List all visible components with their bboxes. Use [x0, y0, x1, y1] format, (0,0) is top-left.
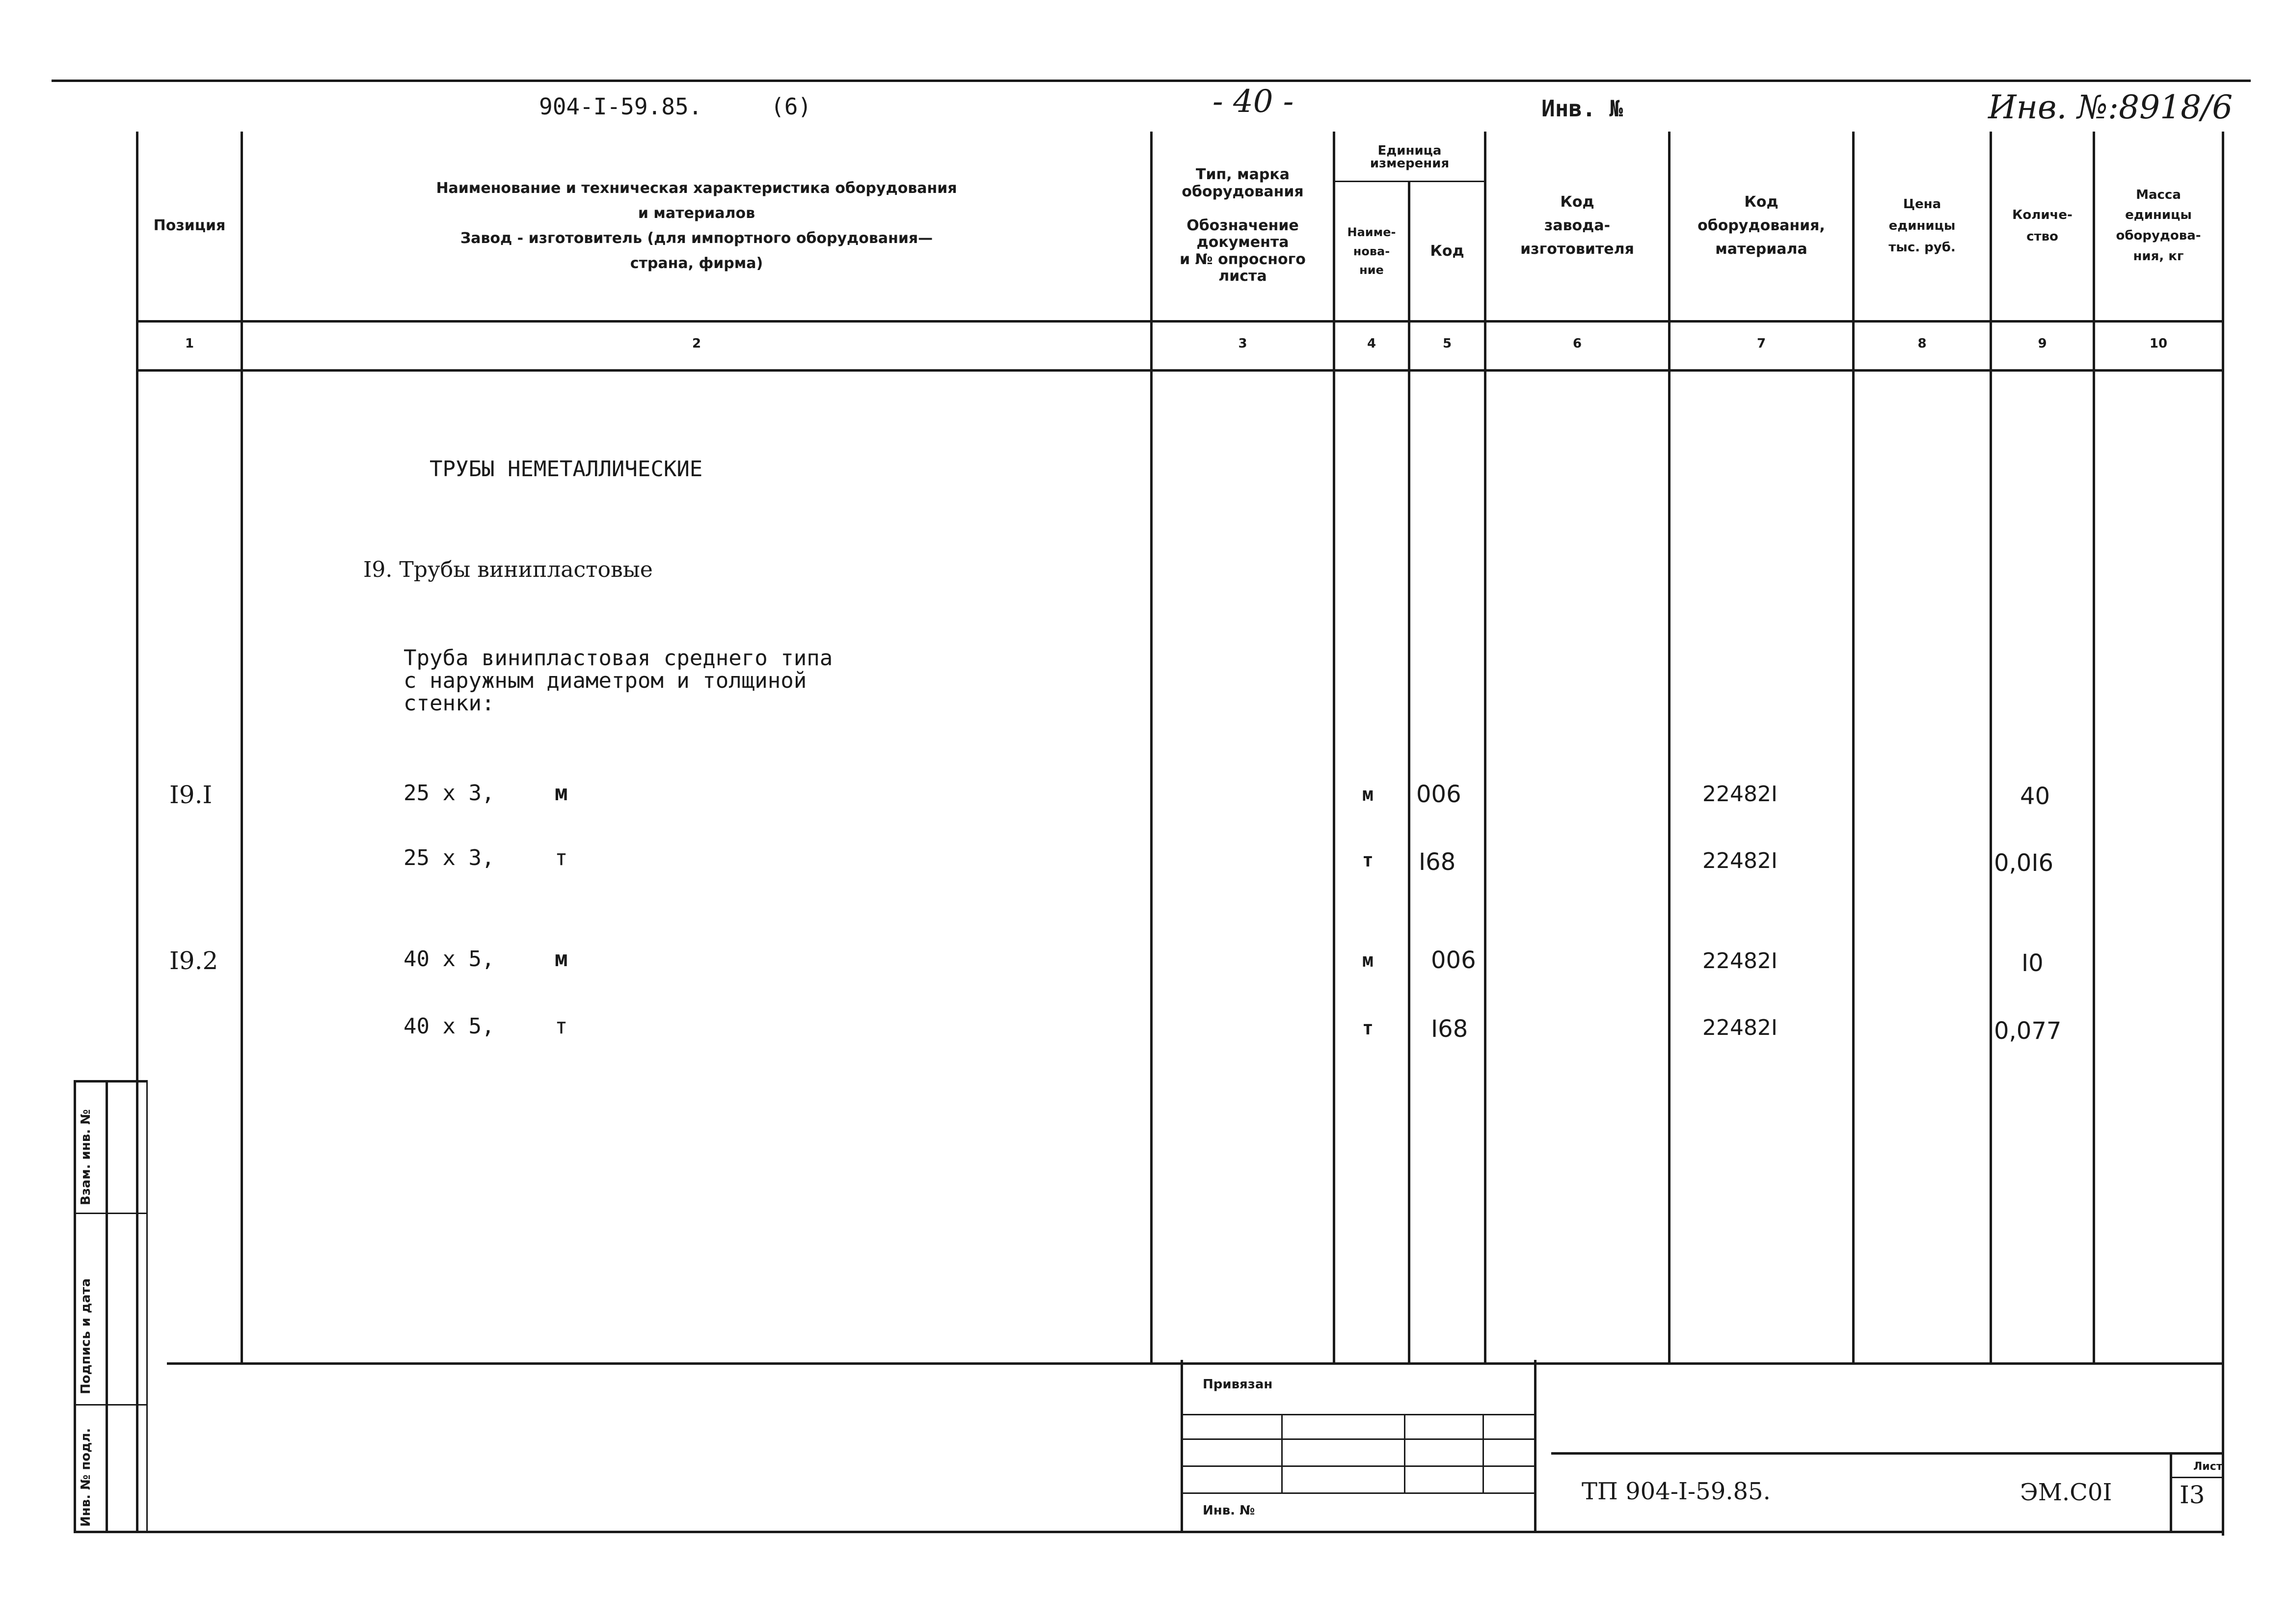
header-material-code: Код оборудования, материала: [1697, 193, 1825, 258]
row-4-name: 40 х 5,: [404, 1014, 495, 1039]
side-stamp-edge: [146, 1080, 148, 1532]
colnum-5: 5: [1442, 336, 1452, 351]
side-replace-inv: Взам. инв. №: [79, 1109, 93, 1205]
header-plant-code: Код завода- изготовителя: [1520, 193, 1634, 258]
row-3-unit-suffix: м: [555, 947, 568, 972]
side-stamp-left: [74, 1080, 76, 1532]
side-stamp-right: [106, 1080, 108, 1532]
header-mass: Масса единицы оборудова- ния, кг: [2116, 187, 2201, 264]
row-3-name: 40 х 5,: [404, 947, 495, 972]
colnum-9: 9: [2038, 336, 2047, 351]
stamp-row-1: [1183, 1414, 1534, 1415]
colnum-10: 10: [2149, 336, 2168, 351]
doc-part: (6): [771, 93, 812, 120]
doc-mark: ЭМ.С0I: [2020, 1479, 2112, 1506]
stamp-row-2: [1183, 1438, 1534, 1440]
row-1-code: 006: [1416, 781, 1461, 808]
header-bottom: [136, 320, 2224, 323]
header-type: Тип, марка оборудования Обозначение документа и № опросного листа: [1180, 166, 1306, 285]
row-4-material-code: 22482I: [1702, 1015, 1778, 1040]
header-name: Наименование и техническая характеристика оборудования и материалов Завод - изготовитель (для импортного оборудования— страна, фирма): [436, 180, 957, 272]
row-2-code: I68: [1419, 848, 1456, 876]
row-2-name: 25 х 3,: [404, 845, 495, 870]
side-stamp-div-2: [74, 1404, 147, 1406]
colnum-6: 6: [1572, 336, 1582, 351]
header-unit-name: Наиме- нова- ние: [1347, 225, 1396, 277]
row-3-qty: I0: [2021, 949, 2044, 977]
subsection-title: I9. Трубы винипластовые: [363, 557, 653, 582]
stamp-row-4: [1183, 1492, 1534, 1494]
inv-handwritten: Инв. №:8918/6: [1988, 88, 2233, 126]
row-2-material-code: 22482I: [1702, 848, 1778, 873]
inv-label: Инв. №: [1541, 95, 1623, 122]
doc-reference: ТП 904-I-59.85.: [1582, 1478, 1771, 1505]
side-inv-orig: Инв. № подл.: [79, 1428, 93, 1527]
colnum-1: 1: [185, 336, 194, 351]
row-1-position: I9.I: [169, 781, 213, 809]
title-block-top: [1551, 1452, 2224, 1455]
colnum-3: 3: [1238, 336, 1247, 351]
row-4-unit-suffix: т: [555, 1014, 568, 1039]
section-title: ТРУБЫ НЕМЕТАЛЛИЧЕСКИЕ: [430, 457, 703, 482]
side-sign-date: Подпись и дата: [79, 1278, 93, 1394]
stamp-row-3: [1183, 1465, 1534, 1467]
side-stamp-div-1: [74, 1213, 147, 1214]
sheet-cell-left: [2170, 1452, 2172, 1531]
privyazan-label: Привязан: [1203, 1377, 1273, 1392]
header-unit-group: Единица измерения: [1370, 143, 1450, 171]
frame-right: [2222, 132, 2224, 1536]
row-1-qty: 40: [2020, 783, 2050, 810]
stamp-col-1: [1281, 1414, 1283, 1492]
side-stamp-top: [74, 1080, 147, 1083]
row-2-unit: т: [1362, 849, 1374, 871]
sheet-label: Лист: [2193, 1461, 2223, 1473]
header-quantity: Количе- ство: [2012, 207, 2073, 244]
row-4-code: I68: [1431, 1015, 1468, 1043]
row-3-position: I9.2: [169, 947, 218, 975]
colnum-4: 4: [1367, 336, 1376, 351]
colnum-7: 7: [1756, 336, 1766, 351]
stamp-col-3: [1482, 1414, 1484, 1492]
stamp-mid: [1534, 1360, 1536, 1532]
stamp-col-2: [1404, 1414, 1405, 1492]
colnum-bottom: [136, 369, 2224, 372]
row-3-material-code: 22482I: [1702, 948, 1778, 974]
row-2-qty: 0,0I6: [1994, 849, 2054, 877]
row-4-qty: 0,077: [1994, 1017, 2062, 1045]
row-1-unit: м: [1362, 784, 1374, 805]
sheet-cell-divider: [2170, 1477, 2224, 1478]
top-border: [52, 80, 2251, 82]
stamp-left: [1181, 1360, 1183, 1532]
inv-no-label: Инв. №: [1203, 1503, 1255, 1518]
header-price: Цена единицы тыс. руб.: [1888, 196, 1956, 255]
header-position: Позиция: [153, 217, 226, 234]
header-unit-code: Код: [1430, 242, 1464, 260]
page-number: - 40 -: [1212, 83, 1294, 120]
frame-bottom: [74, 1531, 2224, 1533]
row-3-code: 006: [1431, 947, 1476, 974]
colnum-8: 8: [1917, 336, 1927, 351]
row-4-unit: т: [1362, 1017, 1374, 1039]
body-bottom: [167, 1362, 2224, 1365]
sheet-number: I3: [2180, 1481, 2205, 1509]
row-2-unit-suffix: т: [555, 845, 568, 870]
unit-group-divider: [1333, 181, 1485, 182]
row-1-name: 25 х 3,: [404, 781, 495, 806]
doc-code: 904-I-59.85.: [539, 93, 702, 120]
col-sep-4: [1408, 182, 1410, 1364]
row-1-unit-suffix: м: [555, 781, 568, 806]
row-1-material-code: 22482I: [1702, 782, 1778, 807]
row-3-unit: м: [1362, 949, 1374, 971]
item-description: Труба винипластовая среднего типа с наружным диаметром и толщиной стенки:: [404, 646, 833, 716]
colnum-2: 2: [692, 336, 701, 351]
